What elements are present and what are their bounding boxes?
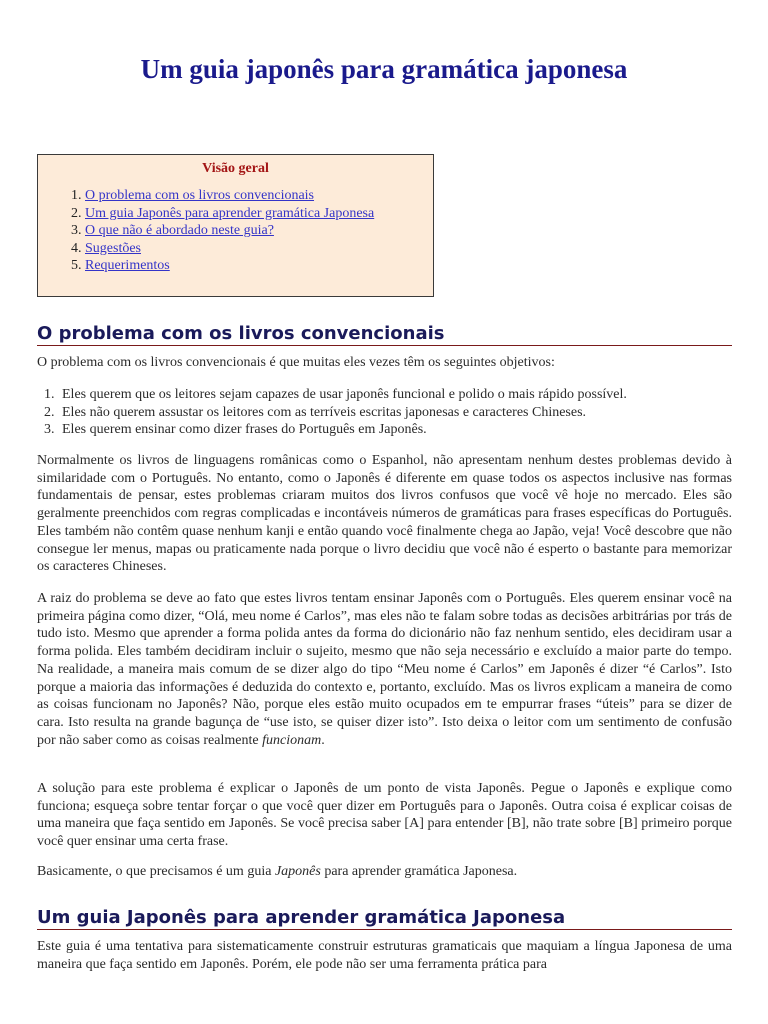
paragraph-wrap [37,780,732,851]
objectives-list [37,386,732,439]
section-heading-guide: Um guia Japonês para aprender gramática Japonesa [37,907,732,930]
paragraph: Este guia é uma tentativa para sistematicamente construir estruturas gramaticais que maquiam a língua Japonesa de uma maneira que faça sentido em Japonês. Porém, ele pode não ser uma ferramenta prática para [37,939,732,972]
list-item: 2. Eles não querem assustar os leitores com as terríveis escritas japonesas e caracteres Chineses. [58,404,732,422]
section-problem-body [37,354,732,372]
section-heading-problem: O problema com os livros convencionais [37,323,732,346]
paragraph-text: . [321,732,325,748]
toc-link-requirements[interactable]: Requerimentos [85,258,170,273]
paragraph-text: A raiz do problema se deve ao fato que estes livros tentam ensinar Japonês com o Português. Eles querem ensinar você na primeira página como dizer, “Olá, meu nome é Carlos”, mas eles não te falam sobre todas as decisões arbitrárias por trás de tudo isto. Mesmo que aprender a forma polida antes da forma do dicionário não faz nenhum sentido, eles decidiram usar a forma polida. Eles também decidiram incluir o sujeito, mesmo que não seja necessário e excluído a maior parte do tempo. Na realidade, a maneira mais comum de se dizer algo do tipo “Meu nome é Carlos” em Japonês é dizer “é Carlos”. Isto porque a maioria das informações é deduzida do contexto e, portanto, excluído. Mas os livros explicam a maneira de como as coisas funcionam no Japonês? Não, porque eles estão muito ocupados em te empurrar frases “úteis” para se dizer de cara. Isto resulta na grande bagunça de “use isto, se quiser dizer isto”. Isto deixa o leitor com um sentimento de confusão por não saber como as coisas realmente [37,591,732,748]
toc-item [85,257,433,275]
toc-list [38,187,433,275]
paragraph [37,863,732,881]
paragraph: A solução para este problema é explicar o Japonês de um ponto de vista Japonês. Pegue o Japonês e explique como funciona; esqueça sobre tentar forçar o que você quer dizer em Português para o Japonês. Outra coisa é explicar coisas de uma maneira que faça sentido em Japonês. Se você precisa saber [A] para entender [B], não trate sobre [B] primeiro porque você quer ensinar uma certa frase. [37,781,732,850]
toc-link-suggestions[interactable]: Sugestões [85,240,141,256]
paragraph-text: para aprender gramática Japonesa. [324,864,518,879]
paragraph [37,590,732,749]
toc-link-problem[interactable]: O problema com os livros convencionais [85,188,315,203]
paragraph: O problema com os livros convencionais é que muitas eles vezes têm os seguintes objetivos: [37,355,555,370]
toc-box [37,154,434,297]
toc-item [85,222,433,240]
paragraph-wrap [37,863,732,881]
toc-heading: Visão geral [202,161,269,176]
toc-item [85,205,433,223]
toc-item [85,187,433,205]
emphasis-text: Japonês [274,864,321,879]
page-title: Um guia japonês para gramática japonesa [140,54,628,84]
emphasis-text: funcionam [262,732,322,748]
list-item: 3. Eles querem ensinar como dizer frases do Português em Japonês. [58,421,732,439]
objectives-list-wrap [37,386,732,439]
paragraph-wrap [37,590,732,749]
toc-link-not-covered[interactable]: O que não é abordado neste guia? [85,223,274,238]
paragraph-text: Basicamente, o que precisamos é um guia [37,864,272,879]
paragraph: Normalmente os livros de linguagens românicas como o Espanhol, não apresentam nenhum destes problemas devido à similaridade com o Português. No entanto, como o Japonês é diferente em quase todos os aspectos inclusive nas formas fundamentais de pensar, estes problemas criaram muitos dos livros confusos que você vê hoje no mercado. Eles são geralmente preenchidos com regras complicadas e incontáveis números de gramáticas para frases específicas do Português. Eles também não contêm quase nenhum kanji e então quando você finalmente chega ao Japão, veja! Você descobre que não consegue ler menus, mapas ou praticamente nada porque o livro decidiu que você não é esperto o bastante para memorizar os caracteres Chineses. [37,453,732,575]
toc-link-guide[interactable]: Um guia Japonês para aprender gramática Japonesa [85,205,375,221]
list-item: 1. Eles querem que os leitores sejam capazes de usar japonês funcional e polido o mais rápido possível. [58,386,732,404]
paragraph-wrap [37,452,732,576]
paragraph-wrap [37,938,732,973]
toc-item [85,240,433,258]
